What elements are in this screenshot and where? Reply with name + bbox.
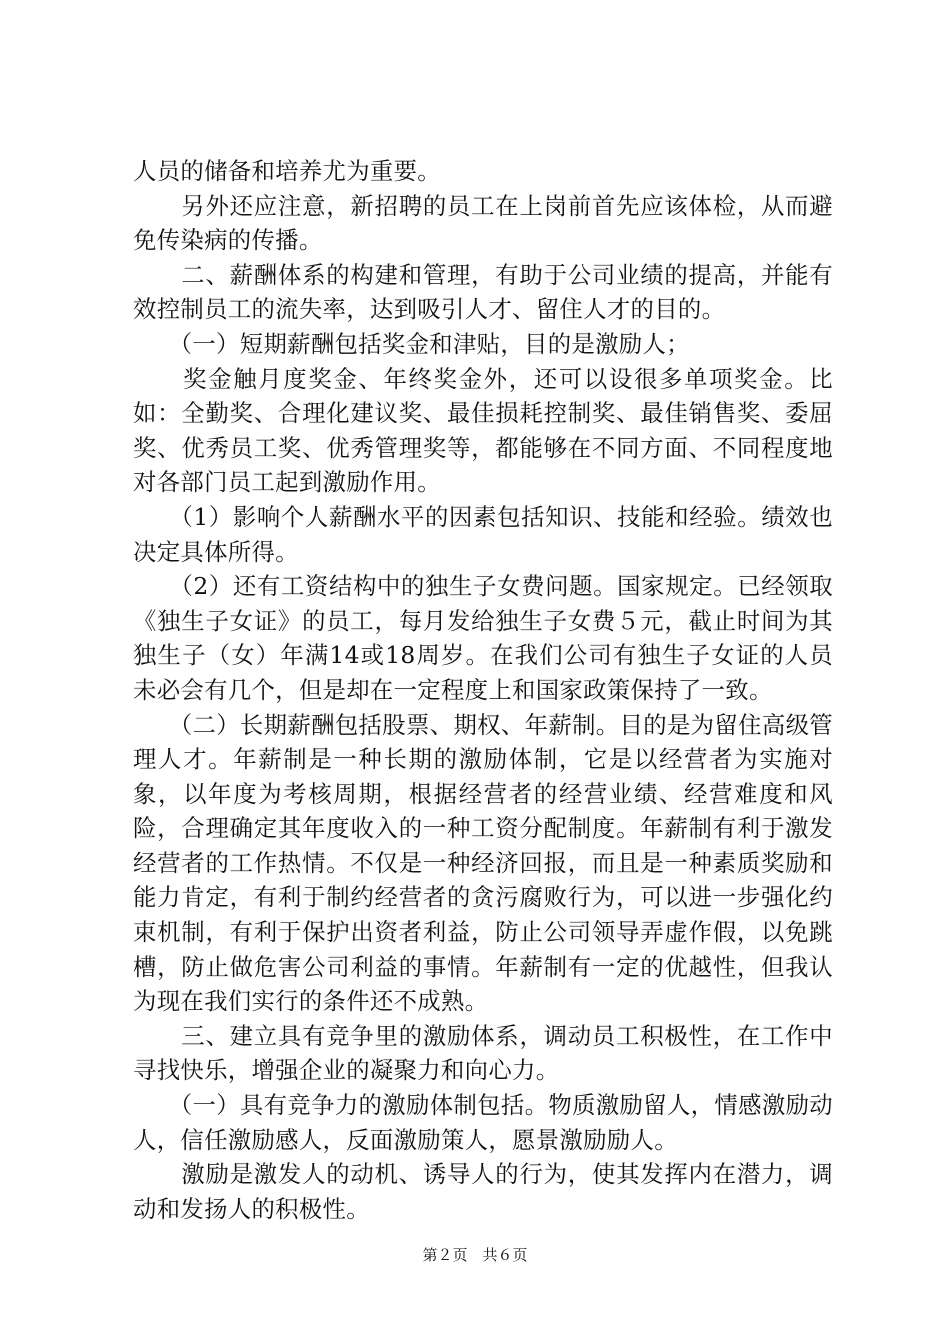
paragraph: （一）短期薪酬包括奖金和津贴，目的是激励人； xyxy=(133,329,690,358)
paragraph: 另外还应注意，新招聘的员工在上岗前首先应该体检，从而避免传染病的传播。 xyxy=(133,191,833,255)
paragraph: 奖金触月度奖金、年终奖金外，还可以设很多单项奖金。比如：全勤奖、合理化建议奖、最佳损耗控制奖、最佳销售奖、委屈奖、优秀员工奖、优秀管理奖等，都能够在不同方面、不同程度地对各部门员工起到激励作用。 xyxy=(133,364,833,497)
page-number-footer: 第２页 共６页 xyxy=(422,1246,528,1264)
paragraph: 人员的储备和培养尤为重要。 xyxy=(133,157,441,185)
paragraph: 激励是激发人的动机、诱导人的行为，使其发挥内在潜力，调动和发扬人的积极性。 xyxy=(133,1160,833,1223)
paragraph: 二、薪酬体系的构建和管理，有助于公司业绩的提高，并能有效控制员工的流失率，达到吸引人才、留住人才的目的。 xyxy=(133,260,833,324)
paragraph: 三、建立具有竞争里的激励体系，调动员工积极性，在工作中寻找快乐，增强企业的凝聚力和向心力。 xyxy=(133,1021,833,1085)
paragraph: （一）具有竞争力的激励体制包括。物质激励留人，情感激励动人，信任激励感人，反面激励策人，愿景激励励人。 xyxy=(133,1091,833,1154)
paragraph: （2）还有工资结构中的独生子女费问题。国家规定。已经领取《独生子女证》的员工，每月发给独生子女费５元，截止时间为其独生子（女）年满14或18周岁。在我们公司有独生子女证的人员未必会有几个，但是却在一定程度上和国家政策保持了一致。 xyxy=(133,572,833,704)
paragraph: （二）长期薪酬包括股票、期权、年薪制。目的是为留住高级管理人才。年薪制是一种长期的激励体制，它是以经营者为实施对象，以年度为考核周期，根据经营者的经营业绩、经营难度和风险，合理确定其年度收入的一种工资分配制度。年薪制有利于激发经营者的工作热情。不仅是一种经济回报，而且是一种素质奖励和能力肯定，有利于制约经营者的贪污腐败行为，可以进一步强化约束机制，有利于保护出资者利益，防止公司领导弄虚作假，以免跳槽，防止做危害公司利益的事情。年薪制有一定的优越性，但我认为现在我们实行的条件还不成熟。 xyxy=(133,710,833,1016)
paragraph: （1）影响个人薪酬水平的因素包括知识、技能和经验。绩效也决定具体所得。 xyxy=(133,502,833,566)
document-body xyxy=(133,154,833,1226)
